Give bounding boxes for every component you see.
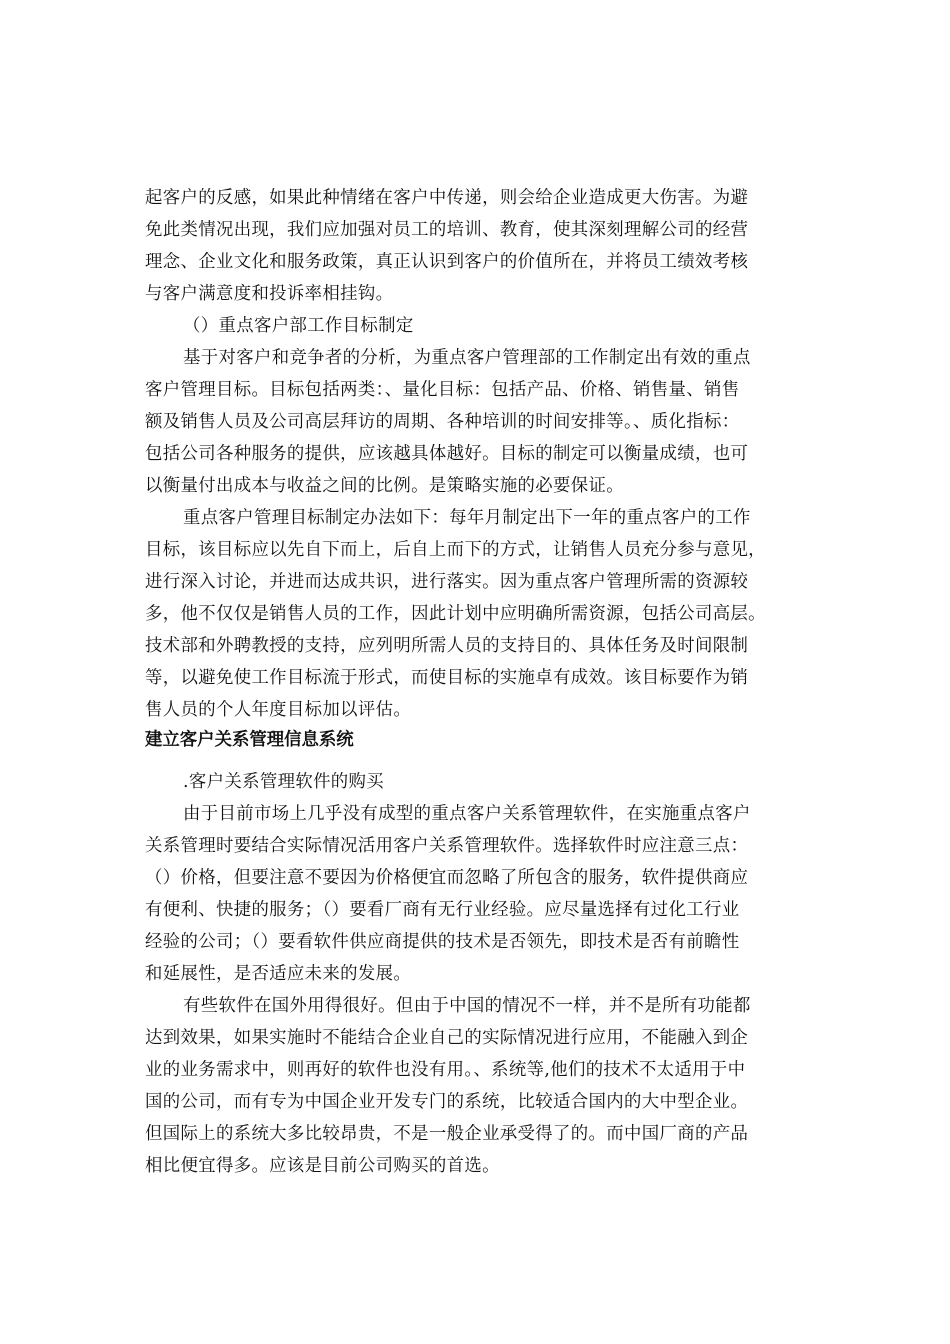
text-line: 包括公司各种服务的提供，应该越具体越好。目标的制定可以衡量成绩，也可 xyxy=(145,444,749,464)
text-line: 和延展性，是否适应未来的发展。 xyxy=(145,964,412,984)
text-line: 客户管理目标。目标包括两类：、量化目标：包括产品、价格、销售量、销售 xyxy=(145,380,740,400)
text-line: 额及销售人员及公司高层拜访的周期、各种培训的时间安排等。、质化指标： xyxy=(145,412,740,432)
text-line: 经验的公司；（）要看软件供应商提供的技术是否领先，即技术是否有前瞻性 xyxy=(145,932,740,952)
subheading-line: .客户关系管理软件的购买 xyxy=(183,772,385,792)
text-line: 与客户满意度和投诉率相挂钩。 xyxy=(145,284,394,304)
text-line: 免此类情况出现，我们应加强对员工的培训、教育，使其深刻理解公司的经营 xyxy=(145,220,749,240)
text-line: 技术部和外聘教授的支持，应列明所需人员的支持目的、具体任务及时间限制 xyxy=(145,636,749,656)
text-line: 达到效果，如果实施时不能结合企业自己的实际情况进行应用，不能融入到企 xyxy=(145,1028,749,1048)
section-heading: 建立客户关系管理信息系统 xyxy=(145,730,354,750)
text-line: 多，他不仅仅是销售人员的工作，因此计划中应明确所需资源，包括公司高层。 xyxy=(145,604,766,624)
text-line: 国的公司，而有专为中国企业开发专门的系统，比较适合国内的大中型企业。 xyxy=(145,1092,749,1112)
text-line: 但国际上的系统大多比较昂贵，不是一般企业承受得了的。而中国厂商的产品 xyxy=(145,1124,749,1144)
subheading-line: （）重点客户部工作目标制定 xyxy=(183,316,414,336)
text-line: 起客户的反感，如果此种情绪在客户中传递，则会给企业造成更大伤害。为避 xyxy=(145,188,749,208)
text-line: 售人员的个人年度目标加以评估。 xyxy=(145,700,412,720)
text-line: 理念、企业文化和服务政策，真正认识到客户的价值所在，并将员工绩效考核 xyxy=(145,252,749,272)
text-line: 以衡量付出成本与收益之间的比例。是策略实施的必要保证。 xyxy=(145,476,624,496)
text-line: 重点客户管理目标制定办法如下：每年月制定出下一年的重点客户的工作 xyxy=(183,508,751,528)
text-line: 业的业务需求中，则再好的软件也没有用。、系统等,他们的技术不太适用于中 xyxy=(145,1060,746,1080)
text-line: 进行深入讨论，并进而达成共识，进行落实。因为重点客户管理所需的资源较 xyxy=(145,572,749,592)
text-line: 相比便宜得多。应该是目前公司购买的首选。 xyxy=(145,1156,500,1176)
text-line: 等，以避免使工作目标流于形式，而使目标的实施卓有成效。该目标要作为销 xyxy=(145,668,749,688)
text-line: （）价格，但要注意不要因为价格便宜而忽略了所包含的服务，软件提供商应 xyxy=(145,868,749,888)
text-line: 有些软件在国外用得很好。但由于中国的情况不一样，并不是所有功能都 xyxy=(183,996,751,1016)
text-line: 关系管理时要结合实际情况活用客户关系管理软件。选择软件时应注意三点： xyxy=(145,836,749,856)
text-line: 有便利、快捷的服务；（）要看厂商有无行业经验。应尽量选择有过化工行业 xyxy=(145,900,740,920)
text-line: 由于目前市场上几乎没有成型的重点客户关系管理软件，在实施重点客户 xyxy=(183,804,751,824)
text-line: 基于对客户和竞争者的分析，为重点客户管理部的工作制定出有效的重点 xyxy=(183,348,751,368)
text-line: 目标，该目标应以先自下而上，后自上而下的方式，让销售人员充分参与意见， xyxy=(145,540,766,560)
